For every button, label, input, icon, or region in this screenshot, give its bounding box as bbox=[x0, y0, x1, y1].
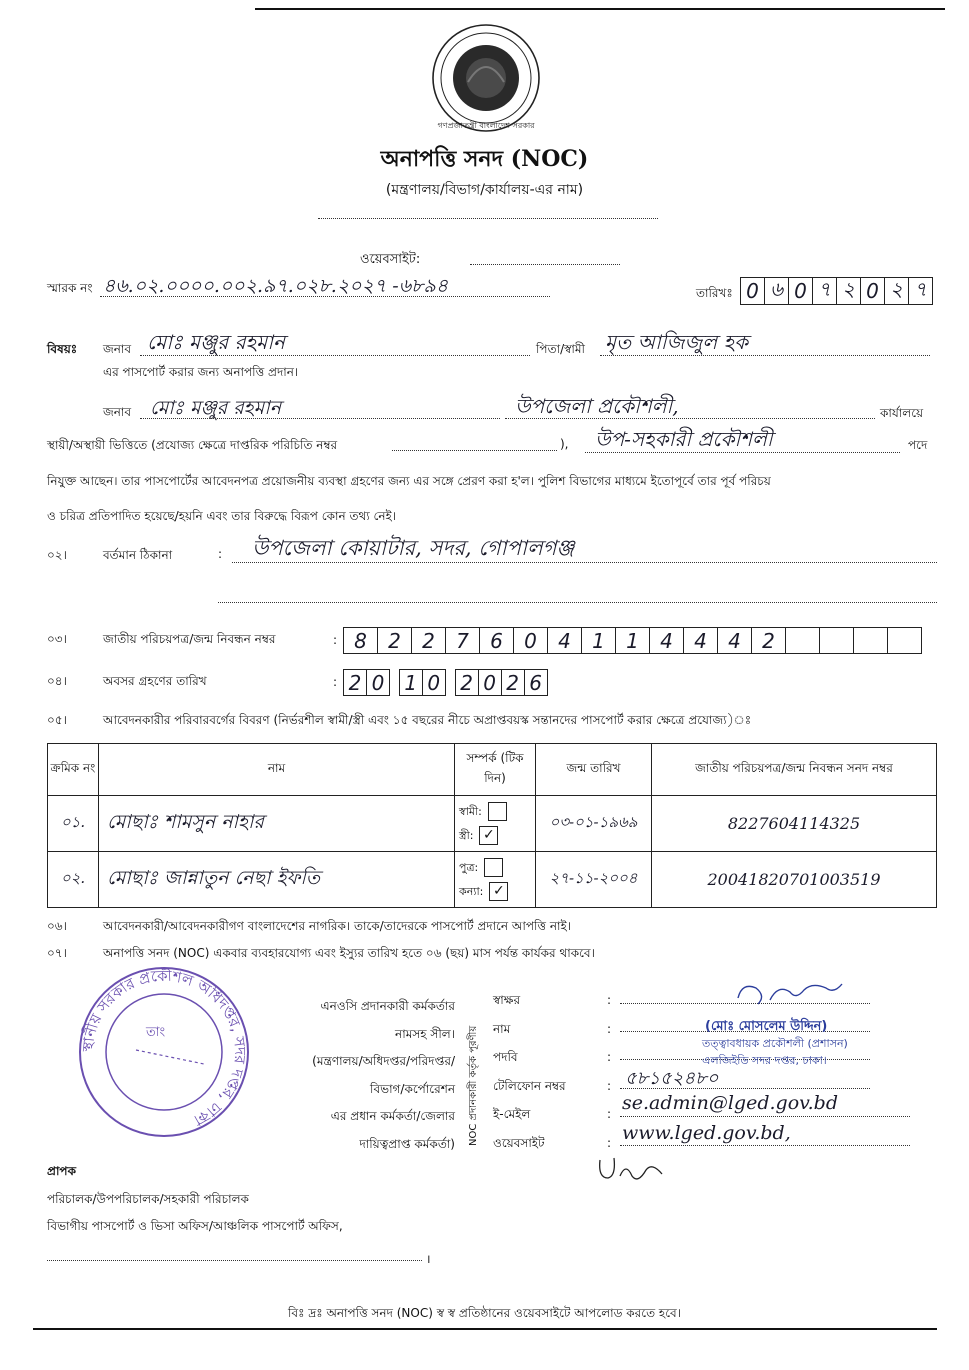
relation-checkbox-daughter[interactable]: ✓ bbox=[489, 882, 508, 901]
signatory-line-1: এনওসি প্রদানকারী কর্মকর্তার bbox=[320, 999, 455, 1013]
field-designation-label: পদবি bbox=[493, 1050, 518, 1064]
row-serial: ০২. bbox=[48, 852, 99, 908]
address-line1 bbox=[232, 562, 937, 563]
colon: : bbox=[607, 993, 612, 1007]
body-name-line bbox=[140, 418, 500, 419]
row-dob: ২৭-১১-২০০৪ bbox=[536, 852, 652, 908]
row-relation bbox=[455, 796, 536, 852]
col-header-name: নাম bbox=[99, 744, 455, 796]
row-dob: ০৩-০১-১৯৬৯ bbox=[536, 796, 652, 852]
date-digit-box: ৭ bbox=[908, 277, 933, 305]
colon: : bbox=[607, 1135, 612, 1150]
date-digit-box: ৬ bbox=[764, 277, 789, 305]
note06-text: আবেদনকারী/আবেদনকারীগণ বাংলাদেশের নাগরিক। তাকে/তাদেরকে পাসপোর্ট প্রদানে আপত্তি নাই। bbox=[103, 919, 572, 933]
item04-colon: : bbox=[333, 675, 338, 689]
stamp-ring-text: স্থানীয় সরকার প্রকৌশল অধিদপ্তর, সদর দপ্তর, ঢাকা bbox=[78, 966, 250, 1130]
field-website-label: ওয়েবসাইট bbox=[493, 1135, 545, 1150]
seal-text: গণপ্রজাতন্ত্রী বাংলাদেশ সরকার bbox=[437, 121, 535, 130]
recipient-line1: পরিচালক/উপপরিচালক/সহকারী পরিচালক bbox=[47, 1192, 249, 1206]
retirement-digit-box: 2 bbox=[343, 669, 367, 696]
date-boxes bbox=[740, 277, 933, 305]
government-seal bbox=[428, 22, 544, 134]
retirement-digit-box: 1 bbox=[399, 669, 423, 696]
memo-value: ৪৬.০২.০০০০.০০২.৯৭.০২৮.২০২৭ -৬৮৯৪ bbox=[103, 275, 449, 297]
retirement-digit-box: 0 bbox=[366, 669, 390, 696]
item02-colon: : bbox=[218, 547, 223, 561]
date-digit-box: ৭ bbox=[812, 277, 837, 305]
officer-stamp-name: (মোঃ মোসলেম উদ্দিন) bbox=[705, 1019, 828, 1034]
date-digit-box: 0 bbox=[740, 277, 765, 305]
signatory-line-6: দায়িত্বপ্রাপ্ত কর্মকর্তা) bbox=[359, 1136, 455, 1151]
subject-name: মোঃ মঞ্জুর রহমান bbox=[147, 330, 285, 354]
nid-digit-box: 1 bbox=[615, 627, 650, 654]
father-line bbox=[600, 355, 930, 356]
officer-stamp-title: তত্ত্বাবধায়ক প্রকৌশলী (প্রশাসন) bbox=[702, 1037, 848, 1050]
date-digit-box: ২ bbox=[836, 277, 861, 305]
office-suffix: কার্যালয়ে bbox=[880, 406, 924, 420]
nid-digit-box bbox=[853, 627, 888, 654]
body-name: মোঃ মঞ্জুর রহমান bbox=[150, 397, 282, 419]
office-round-stamp bbox=[76, 964, 252, 1140]
retirement-digit-box: 0 bbox=[422, 669, 446, 696]
relation-label-daughter: কন্যা: bbox=[459, 884, 484, 898]
recipient-line2: বিভাগীয় পাসপোর্ট ও ভিসা অফিস/আঞ্চলিক পাসপোর্ট অফিস, bbox=[47, 1219, 343, 1233]
table-row bbox=[48, 796, 937, 852]
post-line bbox=[585, 452, 900, 453]
colon: : bbox=[607, 1107, 612, 1121]
recipient-label: প্রাপক bbox=[47, 1164, 76, 1178]
stamp-center-text: তাং bbox=[146, 1025, 166, 1040]
present-address: উপজেলা কোয়াটার, সদর, গোপালগঞ্জ bbox=[252, 536, 575, 560]
body-para2: ও চরিত্র প্রতিপাদিত হয়েছে/হয়নি এবং তার বিরুদ্ধে বিরূপ কোন তথ্য নেই। bbox=[47, 509, 397, 523]
nid-digit-box: 2 bbox=[751, 627, 786, 654]
nid-digit-box: 1 bbox=[581, 627, 616, 654]
item02-number: ০২। bbox=[47, 548, 67, 562]
bottom-rule bbox=[33, 1328, 937, 1330]
nid-digit-box bbox=[887, 627, 922, 654]
date-digit-box: 0 bbox=[788, 277, 813, 305]
signatory-fields bbox=[493, 986, 566, 1157]
item04-number: ০৪। bbox=[47, 674, 67, 688]
officer-signature bbox=[730, 976, 860, 1012]
row-name: মোছাঃ জান্নাতুন নেছা ইফতি bbox=[99, 852, 455, 908]
colon: : bbox=[607, 1021, 612, 1036]
item05-number: ০৫। bbox=[47, 713, 67, 727]
email-value: se.admin@lged.gov.bd bbox=[622, 1092, 838, 1114]
col-header-relation: সম্পর্ক (টিক দিন) bbox=[455, 744, 536, 796]
page-subtitle: (মন্ত্রণালয়/বিভাগ/কার্যালয়-এর নাম) bbox=[385, 182, 584, 198]
nid-digit-box bbox=[785, 627, 820, 654]
relation-label-son: পুত্র: bbox=[459, 860, 479, 874]
note06-number: ০৬। bbox=[47, 919, 67, 933]
relation-checkbox-wife[interactable]: ✓ bbox=[479, 826, 498, 845]
nid-digit-box bbox=[819, 627, 854, 654]
item03-label: জাতীয় পরিচয়পত্র/জন্ম নিবন্ধন নম্বর bbox=[103, 632, 276, 646]
retirement-digit-box: 0 bbox=[478, 669, 502, 696]
office-line bbox=[505, 418, 875, 419]
top-rule bbox=[255, 8, 945, 10]
row-serial: ০১. bbox=[48, 796, 99, 852]
relation-label-husband: স্বামী: bbox=[459, 804, 482, 818]
website-line bbox=[470, 264, 620, 265]
father-label: পিতা/স্বামী bbox=[536, 342, 585, 356]
item03-number: ০৩। bbox=[47, 632, 67, 646]
office-name: উপজেলা প্রকৌশলী, bbox=[515, 394, 679, 418]
body-mr-label: জনাব bbox=[103, 405, 132, 419]
signatory-colons bbox=[607, 986, 611, 1157]
table-row bbox=[48, 852, 937, 908]
nid-digit-box: 6 bbox=[479, 627, 514, 654]
col-header-nid: জাতীয় পরিচয়পত্র/জন্ম নিবন্ধন সনদ নম্বর bbox=[652, 744, 937, 796]
item05-label: আবেদনকারীর পরিবারবর্গের বিবরণ (নির্ভরশীল স্বামী/স্ত্রী এবং ১৫ বছরের নীচে অপ্রাপ্তবয়স্ক সন্তানদের পাসপোর্ট করার ক্ষেত্রে প্রযোজ্য)ঃ bbox=[103, 713, 752, 727]
nid-digit-box: 2 bbox=[411, 627, 446, 654]
nid-digit-box: 4 bbox=[649, 627, 684, 654]
nid-digit-box: 4 bbox=[547, 627, 582, 654]
perm-dots bbox=[392, 450, 557, 451]
colon: : bbox=[607, 1078, 612, 1093]
subject-name-line bbox=[140, 355, 530, 356]
item02-label: বর্তমান ঠিকানা bbox=[103, 548, 173, 562]
father-name: মৃত আজিজুল হক bbox=[605, 330, 749, 354]
signatory-line-5: এর প্রধান কর্মকর্তা/জেলার bbox=[330, 1109, 455, 1123]
subject-line2: এর পাসপোর্ট করার জন্য অনাপত্তি প্রদান। bbox=[103, 365, 299, 379]
item04-label: অবসর গ্রহণের তারিখ bbox=[103, 674, 207, 688]
signatory-description bbox=[265, 993, 455, 1158]
retirement-digit-box: 2 bbox=[501, 669, 525, 696]
subject-label: বিষয়ঃ bbox=[47, 342, 78, 356]
phone-value: ৫৮১৫২৪৮০ bbox=[625, 1068, 719, 1089]
nid-digit-box: 2 bbox=[377, 627, 412, 654]
date-label: তারিখঃ bbox=[696, 286, 733, 300]
website-value: www.lged.gov.bd, bbox=[622, 1122, 791, 1144]
nid-boxes bbox=[343, 627, 922, 654]
relation-label-wife: স্ত্রী: bbox=[459, 828, 474, 842]
perm-line: স্থায়ী/অস্থায়ী ভিত্তিতে (প্রযোজ্য ক্ষেত্রে দাপ্তরিক পরিচিতি নম্বর bbox=[47, 438, 338, 452]
item03-colon: : bbox=[333, 633, 338, 647]
website-field-line bbox=[620, 1145, 910, 1146]
field-email-label: ই-মেইল bbox=[493, 1107, 531, 1121]
ministry-name-line bbox=[318, 218, 658, 219]
nid-digit-box: 0 bbox=[513, 627, 548, 654]
officer-stamp-office: এলজিইডি সদর দপ্তর, ঢাকা। bbox=[702, 1054, 827, 1067]
initial-signature bbox=[594, 1148, 674, 1192]
post-suffix: পদে bbox=[908, 438, 928, 452]
svg-text:স্থানীয় সরকার প্রকৌশল অধিদপ্ত bbox=[79, 967, 249, 1130]
recipient-blank-line bbox=[47, 1260, 422, 1261]
row-name: মোছাঃ শামসুন নাহার bbox=[99, 796, 455, 852]
note07-number: ০৭। bbox=[47, 946, 67, 960]
nid-digit-box: 4 bbox=[717, 627, 752, 654]
post-name: উপ-সহকারী প্রকৌশলী bbox=[595, 427, 773, 451]
date-digit-box: 0 bbox=[860, 277, 885, 305]
website-label: ওয়েবসাইট: bbox=[360, 252, 421, 267]
relation-checkbox-son[interactable] bbox=[484, 858, 503, 877]
page-title: অনাপত্তি সনদ (NOC) bbox=[380, 146, 589, 172]
row-relation bbox=[455, 852, 536, 908]
field-name-label: নাম bbox=[493, 1021, 511, 1036]
retirement-digit-box: 2 bbox=[455, 669, 479, 696]
row-nid: 8227604114325 bbox=[652, 796, 937, 852]
body-para1: নিযুক্ত আছেন। তার পাসপোর্টের আবেদনপত্র প্রয়োজনীয় ব্যবস্থা গ্রহণের জন্য এর সঙ্গে প্রেরণ করা হ'ল। পুলিশ বিভাগের মাধ্যমে ইতোপূর্বে তার পূর্ব পরিচয় bbox=[47, 474, 771, 488]
signatory-line-4: বিভাগ/কর্পোরেশন bbox=[370, 1081, 455, 1096]
email-line bbox=[620, 1116, 910, 1117]
retirement-digit-box: 6 bbox=[524, 669, 548, 696]
memo-label: স্মারক নং bbox=[47, 281, 93, 295]
col-header-dob: জন্ম তারিখ bbox=[536, 744, 652, 796]
recipient-end: । bbox=[426, 1252, 431, 1266]
footer-note: বিঃ দ্রঃ অনাপত্তি সনদ (NOC) স্ব স্ব প্রতিষ্ঠানের ওয়েবসাইটে আপলোড করতে হবে। bbox=[287, 1306, 682, 1320]
nid-digit-box: 4 bbox=[683, 627, 718, 654]
row-nid: 20041820701003519 bbox=[652, 852, 937, 908]
colon: : bbox=[607, 1050, 612, 1064]
col-header-serial: ক্রমিক নং bbox=[48, 744, 99, 796]
perm-close: ), bbox=[560, 437, 569, 451]
note07-text: অনাপত্তি সনদ (NOC) একবার ব্যবহারযোগ্য এবং ইস্যুর তারিখ হতে ০৬ (ছয়) মাস পর্যন্ত কার্যকর থাকবে। bbox=[103, 946, 595, 960]
family-table bbox=[47, 743, 937, 908]
relation-checkbox-husband[interactable] bbox=[488, 802, 507, 821]
address-line2 bbox=[218, 602, 937, 603]
signatory-line-3: (মন্ত্রণালয়/অধিদপ্তর/পরিদপ্তর/ bbox=[312, 1054, 455, 1068]
nid-digit-box: 7 bbox=[445, 627, 480, 654]
field-phone-label: টেলিফোন নম্বর bbox=[493, 1078, 566, 1093]
date-digit-box: ২ bbox=[884, 277, 909, 305]
field-signature-label: স্বাক্ষর bbox=[493, 993, 521, 1007]
nid-digit-box: 8 bbox=[343, 627, 378, 654]
subject-mr-label: জনাব bbox=[103, 342, 132, 356]
memo-line bbox=[100, 296, 550, 297]
noc-vertical-label: NOC প্রদানকারী কর্তৃক পূরণীয় bbox=[468, 1025, 479, 1146]
retirement-date-boxes bbox=[343, 669, 548, 696]
signatory-line-2: নামসহ সীল। bbox=[395, 1026, 455, 1041]
